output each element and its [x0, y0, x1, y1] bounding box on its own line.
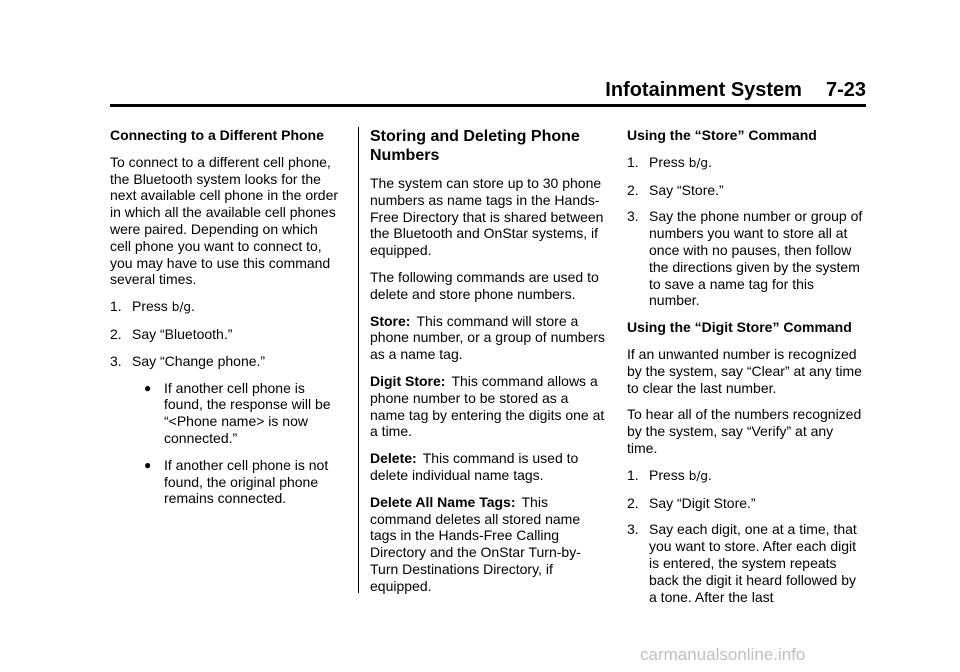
push-to-talk-icon: b	[688, 468, 697, 483]
step-number: 3.	[627, 208, 639, 225]
bullet-text: If another cell phone is not found, the original phone remains connected.	[164, 456, 329, 507]
definition-item	[370, 373, 606, 440]
voice-recognition-icon: g	[700, 155, 708, 170]
step-item	[627, 521, 865, 605]
definition-term: Store:	[370, 312, 411, 329]
definition-item	[370, 494, 606, 595]
column-1	[110, 127, 342, 517]
bullet-item	[110, 380, 342, 447]
definition-text: This command deletes all stored name tags in the Hands-Free Calling Directory and the OnStar Turn-by-Turn Destinations Directory, if equipped.	[370, 493, 581, 594]
step-text: Press	[649, 153, 685, 170]
definition-term: Digit Store:	[370, 372, 446, 389]
step-text: Say “Change phone.”	[132, 352, 266, 369]
step-number: 2.	[627, 181, 639, 198]
voice-recognition-icon: g	[700, 468, 708, 483]
bullet-icon: ●	[144, 457, 152, 472]
section-heading: Storing and Deleting Phone Numbers	[370, 128, 580, 164]
column-2	[370, 127, 606, 605]
step-text: Press	[649, 466, 685, 483]
step-item	[627, 208, 865, 309]
bullet-icon: ●	[144, 380, 152, 395]
step-text: Say “Store.”	[649, 181, 724, 198]
step-text: Say “Bluetooth.”	[132, 325, 233, 342]
paragraph: The system can store up to 30 phone numbers as name tags in the Hands-Free Directory that is shared between the Bluetooth and OnStar systems, if equipped.	[370, 175, 604, 259]
step-text: Say “Digit Store.”	[649, 494, 756, 511]
step-text: Say each digit, one at a time, that you want to store. After each digit is entered, the system repeats back the digit it heard followed by a tone. After the last	[649, 521, 857, 605]
step-item	[110, 326, 342, 343]
column-3	[627, 127, 865, 615]
page-header	[110, 78, 866, 102]
page-number: 7-23	[825, 79, 866, 101]
paragraph: If an unwanted number is recognized by the system, say “Clear” at any time to clear the last number.	[627, 345, 862, 396]
paragraph: To connect to a different cell phone, the Bluetooth system looks for the next available cell phone in the order in which all the available cell phones were paired. Depending on which cell phone you want to connect to, you may have to use this command several times.	[110, 153, 339, 288]
step-item: 1. Press b/g.	[110, 298, 195, 315]
definition-term: Delete:	[370, 450, 417, 467]
bullet-item	[110, 457, 342, 507]
separator: /	[696, 468, 701, 483]
paragraph: The following commands are used to delete and store phone numbers.	[370, 268, 599, 302]
definition-text: This command will store a phone number, or a group of numbers as a name tag.	[370, 312, 606, 363]
step-text: Say the phone number or group of numbers you want to store all at once with no pauses, then follow the directions given by the system to save a name tag for this number.	[649, 208, 863, 309]
definition-item	[370, 313, 606, 363]
step-item: 1. Press b/g.	[627, 466, 712, 483]
definition-text: This command is used to delete individual name tags.	[370, 450, 579, 483]
push-to-talk-icon: b	[688, 155, 697, 170]
step-number: 1.	[627, 153, 639, 170]
section-title: Infotainment System	[605, 79, 802, 101]
step-item	[627, 495, 865, 512]
separator: /	[179, 300, 184, 315]
step-number: 3.	[110, 352, 122, 369]
voice-recognition-icon: g	[183, 300, 191, 315]
subheading: Using the “Store” Command	[627, 127, 817, 143]
subheading: Using the “Digit Store” Command	[627, 319, 852, 336]
step-number: 3.	[627, 521, 639, 538]
definition-term: Delete All Name Tags:	[370, 493, 516, 510]
step-item	[110, 353, 342, 370]
header-rule	[110, 104, 866, 107]
subheading: Connecting to a Different Phone	[110, 127, 324, 143]
definition-item	[370, 450, 606, 484]
paragraph: To hear all of the numbers recognized by the system, say “Verify” at any time.	[627, 406, 862, 456]
step-item: 1. Press b/g.	[627, 153, 712, 170]
push-to-talk-icon: b	[171, 300, 180, 315]
column-divider	[358, 127, 359, 593]
step-number: 2.	[110, 325, 122, 342]
step-number: 2.	[627, 494, 639, 511]
step-item	[627, 182, 865, 199]
step-number: 1.	[110, 298, 122, 315]
step-text: Press	[132, 298, 168, 315]
separator: /	[696, 155, 701, 170]
bullet-text: If another cell phone is found, the response will be “<Phone name> is now connected.”	[164, 379, 331, 446]
watermark: carmanualsonline.info	[640, 645, 806, 664]
definition-text: This command allows a phone number to be stored as a name tag by entering the digits one at a time.	[370, 372, 605, 440]
step-number: 1.	[627, 466, 639, 483]
